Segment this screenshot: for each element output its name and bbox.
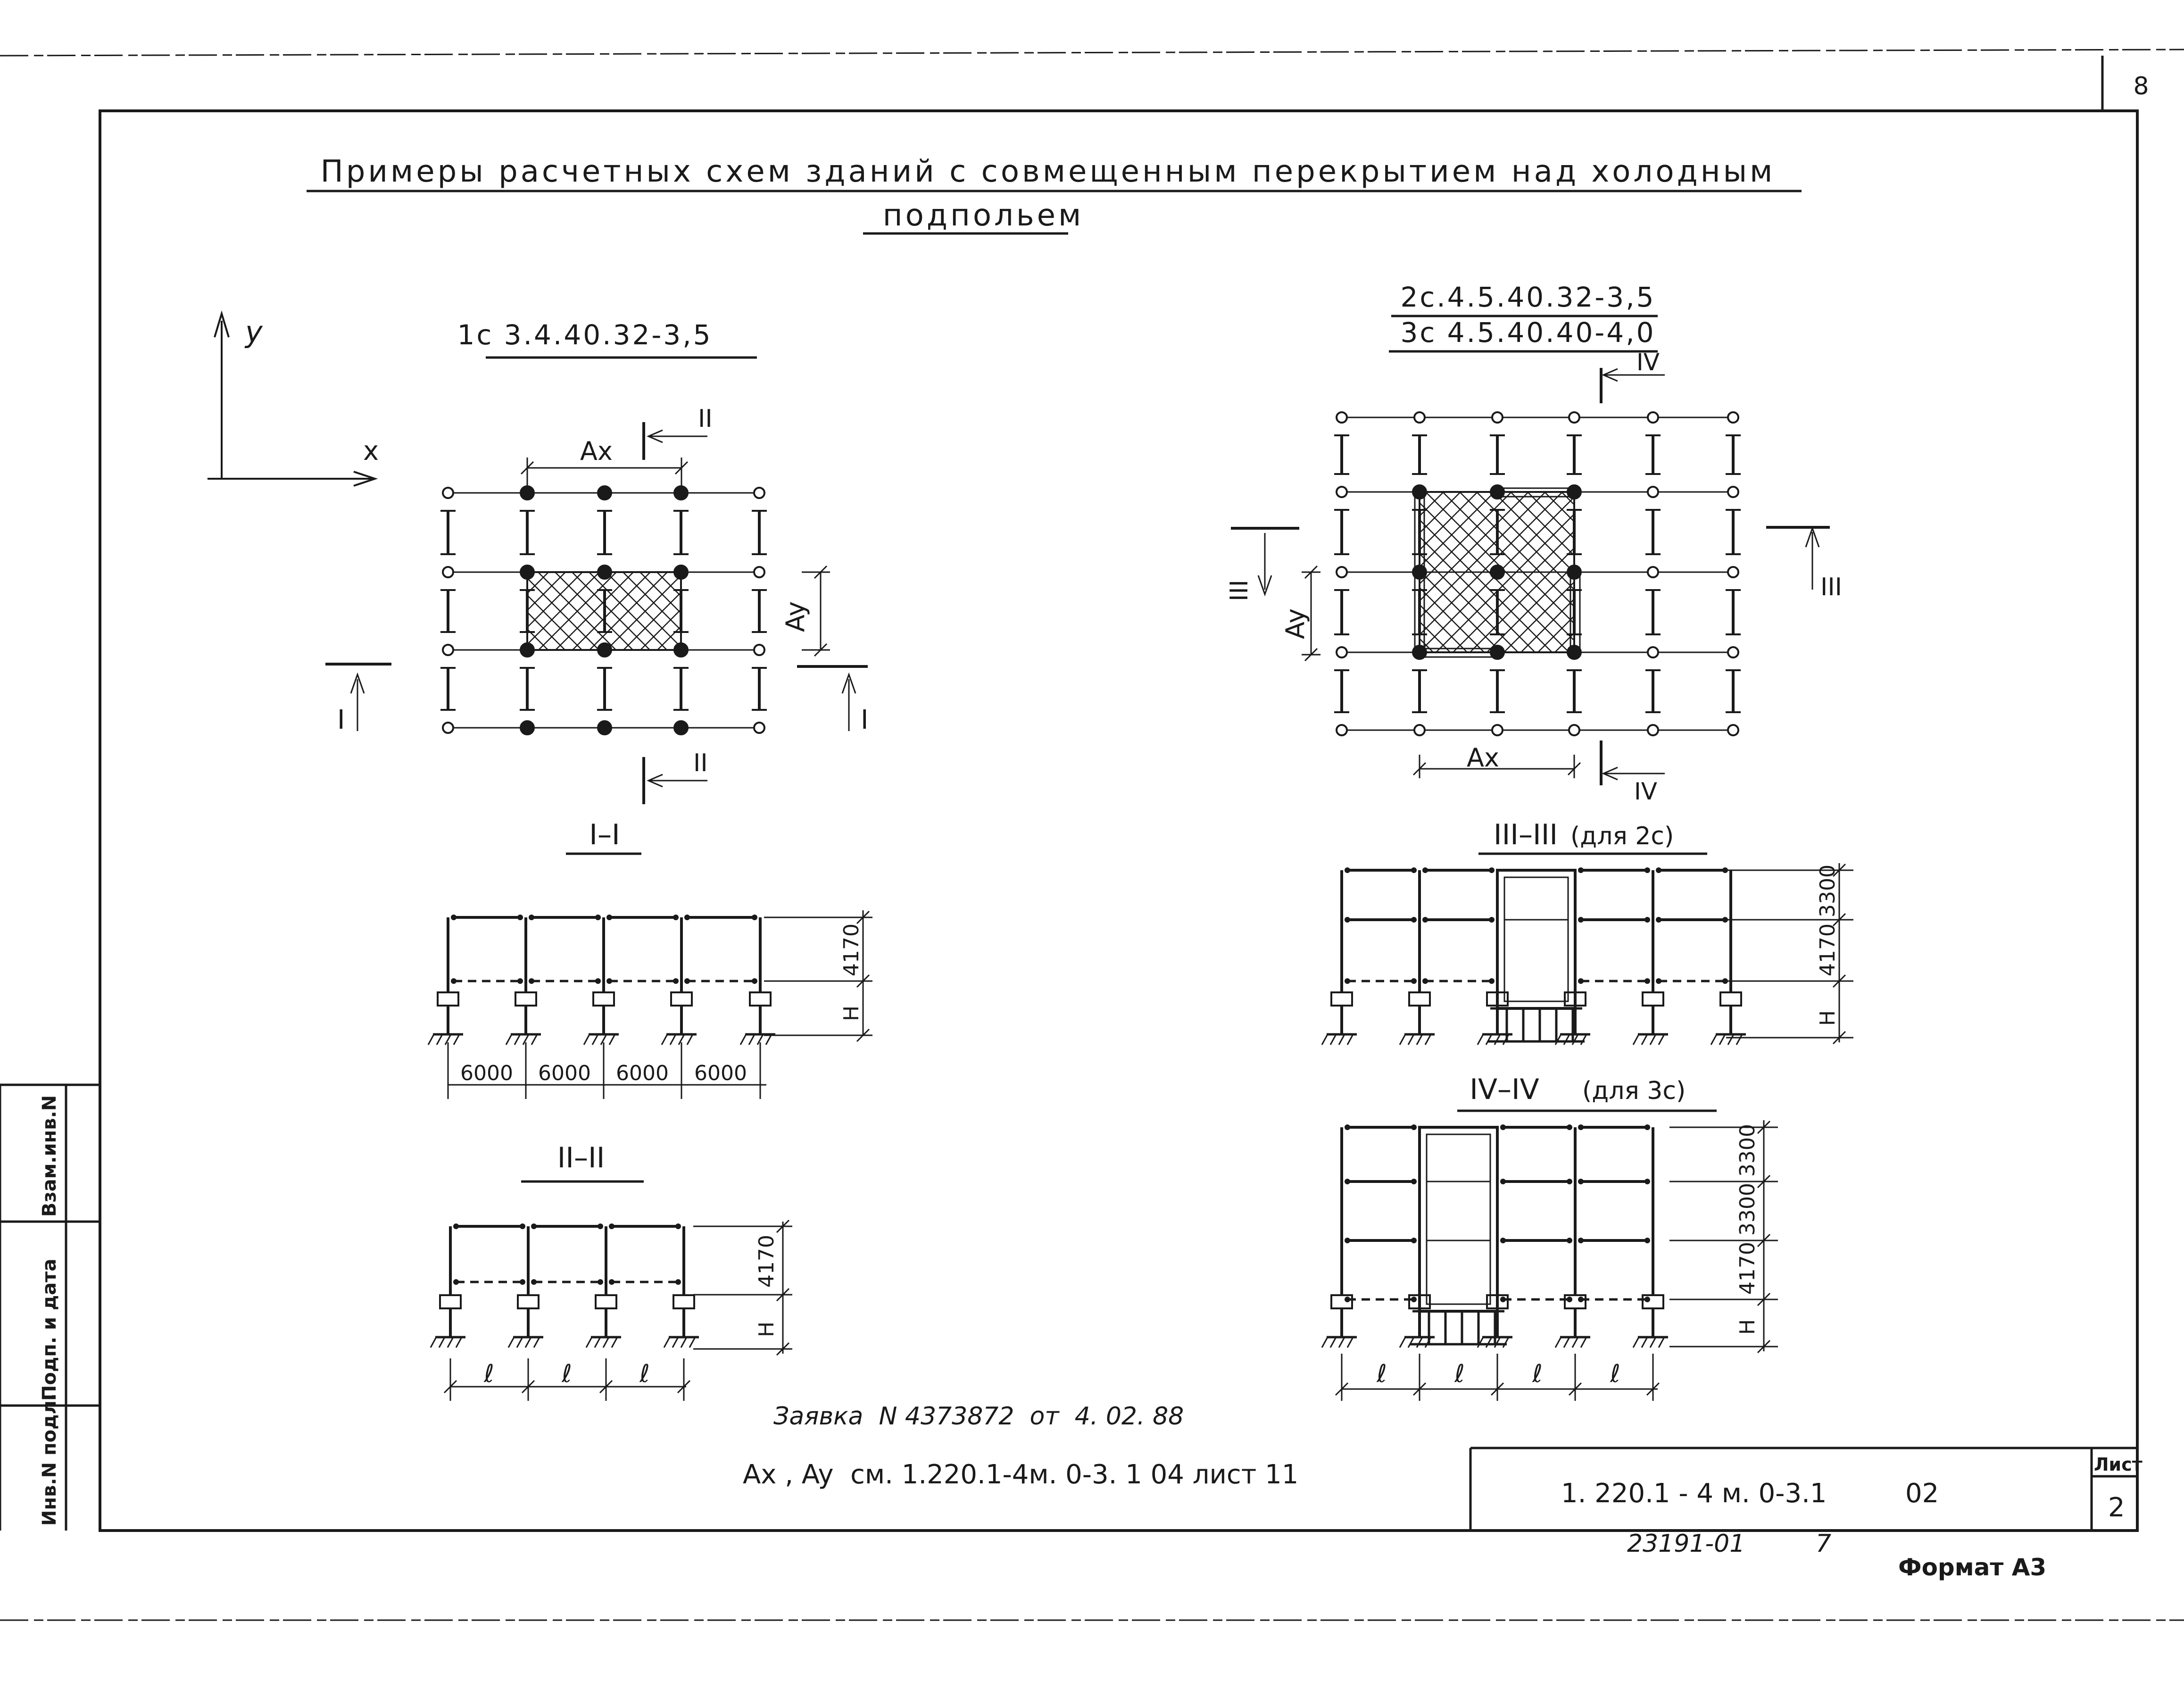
section-3-ground-hatch [1659,1034,1664,1045]
section-4-span-2: ℓ [1454,1360,1465,1388]
section-3-column-base [1331,992,1352,1006]
plan-right-node-free [1728,487,1738,497]
plan-right-node-free [1728,412,1738,423]
plan-right-node-free [1414,725,1425,735]
section-2-hinge [675,1279,681,1285]
section-2-column-base [673,1295,694,1308]
section-3-ground-hatch [1736,1034,1742,1045]
section-1-column-base [593,992,614,1006]
section-3-frame [1322,867,1746,1045]
section-4-ground-hatch [1503,1337,1509,1348]
section-4-hinge [1500,1297,1506,1302]
section-3-title: III–III [1493,818,1558,851]
section-3-ground-hatch [1478,1034,1483,1045]
section-4-ground-hatch [1555,1337,1561,1348]
section-1-hinge [673,915,679,920]
section-4-height-2: 3300 [1736,1183,1760,1236]
sheet-corner-number: 8 [2133,72,2149,100]
section-1-hinge [606,978,612,984]
plan-right-node-free [1337,487,1347,497]
section-4-ground-hatch [1400,1337,1405,1348]
plan-left-cut-mark-ii-top: II [698,405,713,433]
section-4-hinge [1567,1297,1572,1302]
section-4-note: (для 3с) [1582,1077,1686,1105]
plan-left-node-fixed [598,721,611,734]
section-4-hinge [1578,1297,1584,1302]
plan-right-node-free [1569,412,1579,423]
section-4-hinge [1567,1179,1572,1184]
side-stamp [39,1095,60,1526]
section-3-hinge [1411,978,1417,984]
section-3-ground-hatch [1425,1034,1431,1045]
plan-right-node-free [1337,647,1347,657]
section-3-ground-hatch [1408,1034,1414,1045]
plan-right-ay-label: Ay [1280,608,1310,639]
plan-left-cut-mark-ii-bottom: II [693,749,708,777]
section-1-hinge [517,915,523,920]
axis-y-label: y [245,315,263,349]
section-1-span-3: 6000 [616,1061,669,1085]
section-2-span-1: ℓ [484,1360,494,1388]
section-4-ground-hatch [1339,1337,1345,1348]
section-3-hinge [1578,867,1584,873]
section-4-ground-hatch [1581,1337,1586,1348]
stamp-doc-num: 02 [1905,1478,1939,1509]
axis-x-label: x [363,436,379,466]
section-2-ground-hatch [439,1337,445,1348]
section-1-hinge [684,978,690,984]
sheet-title [307,154,1802,233]
plan-left-node-fixed [674,643,688,657]
section-4-hinge [1578,1124,1584,1130]
section-3-ground-hatch [1642,1034,1647,1045]
plan-right-node-free [1337,412,1347,423]
stamp-sheet-num: 2 [2108,1492,2125,1523]
section-2-hinge [675,1223,681,1229]
section-1-h-label: H [839,1005,864,1021]
section-1-hinge [752,978,757,984]
section-4-ground-hatch [1408,1337,1414,1348]
section-2-span-3: ℓ [639,1360,650,1388]
section-2-span-2: ℓ [562,1360,572,1388]
section-1-hinge [529,915,534,920]
plan-left-node-fixed [521,566,534,579]
section-4-hinge [1644,1297,1650,1302]
section-4-hinge [1644,1124,1650,1130]
section-4-hinge [1500,1179,1506,1184]
section-3-ground-hatch [1581,1034,1586,1045]
title-line-1: Примеры расчетных схем зданий с совмещенным перекрытием над холодным [320,154,1776,189]
section-4-hinge [1578,1238,1584,1243]
request-note: Заявка N 4373872 от 4. 02. 88 [773,1402,1184,1431]
plan-left-node-fixed [674,566,688,579]
section-3-ground-hatch [1400,1034,1405,1045]
section-2-hinge [531,1279,537,1285]
section-2-ground-hatch [595,1337,600,1348]
section-2-height: 4170 [755,1235,779,1288]
stamp-doc-code: 1. 220.1 - 4 м. 0-3.1 [1561,1478,1827,1509]
plan-left-ax-label: Ax [580,436,613,466]
section-4-hinge [1578,1179,1584,1184]
section-1 [428,818,872,1099]
section-1-ground-hatch [515,1034,520,1045]
section-1-column-base [438,992,458,1006]
plan-right-node-free [1728,725,1738,735]
section-4-hinge [1644,1179,1650,1184]
plan-left-node-free [443,723,453,733]
plan-right-node-free [1648,487,1658,497]
plan-left-node-fixed [521,721,534,734]
section-3-ground-hatch [1495,1034,1500,1045]
section-1-hinge [517,978,523,984]
section-2-hinge [598,1223,603,1229]
plan-right-node-free [1648,725,1658,735]
section-3-column-base [1720,992,1741,1006]
plan-left-node-free [754,645,764,655]
section-3-hinge [1411,917,1417,923]
section-2-ground-hatch [534,1337,540,1348]
plan-right-node-free [1728,647,1738,657]
section-1-hinge [673,978,679,984]
section-1-hinge [595,915,601,920]
section-3-hinge [1422,867,1428,873]
section-4-ground-hatch [1564,1337,1569,1348]
section-4-hinge [1411,1179,1417,1184]
section-4-ground-hatch [1642,1337,1647,1348]
section-2-ground-hatch [664,1337,670,1348]
section-2-ground-hatch [612,1337,617,1348]
section-2-ground-hatch [603,1337,609,1348]
section-3-hinge [1644,867,1650,873]
section-4-span-4: ℓ [1610,1360,1620,1388]
section-4-ground-hatch [1572,1337,1578,1348]
plan-left-node-fixed [598,566,611,579]
section-2-hinge [520,1279,525,1285]
copy-number: 23191-01 [1627,1530,1745,1558]
section-3-hinge [1345,978,1350,984]
section-1-ground-hatch [687,1034,693,1045]
section-4-hinge [1345,1124,1350,1130]
section-4-span-3: ℓ [1532,1360,1543,1388]
section-4-hinge [1500,1124,1506,1130]
plan-right-cut-mark-iii-right: III [1820,573,1843,601]
plan-left-node-free [754,723,764,733]
side-stamp-sign-date: Подп. и дата [39,1258,60,1401]
section-1-ground-hatch [531,1034,537,1045]
section-4-ground-hatch [1650,1337,1656,1348]
section-2-ground-hatch [517,1337,523,1348]
section-3-ground-hatch [1347,1034,1353,1045]
section-1-column-base [671,992,692,1006]
plan-right-node-free [1728,567,1738,577]
section-2-ground-hatch [456,1337,462,1348]
section-4-ground-hatch [1330,1337,1336,1348]
section-3-core-outer [1497,870,1575,1008]
plan-right-node-free [1414,412,1425,423]
section-2-title: II–II [557,1141,605,1174]
section-2-frame [431,1223,699,1348]
plan-left-node-free [754,488,764,498]
section-4-title: IV–IV [1470,1073,1539,1106]
section-2-ground-hatch [431,1337,436,1348]
section-3-hinge [1489,867,1495,873]
section-1-hinge [529,978,534,984]
section-1-span-2: 6000 [538,1061,591,1085]
section-3-hinge [1644,917,1650,923]
plan-left [325,319,869,804]
section-4-ground-hatch [1347,1337,1353,1348]
plan-right-code-2: 3с 4.5.40.40-4,0 [1400,316,1656,349]
section-3-hinge [1656,867,1661,873]
section-2-ground-hatch [448,1337,453,1348]
plan-right-node-free [1569,725,1579,735]
section-3-hinge [1345,867,1350,873]
section-4-hinge [1567,1124,1572,1130]
plan-right-node-fixed [1568,646,1581,659]
plan-right-node-free [1648,412,1658,423]
plan-left-cut-mark-i-right: I [861,705,869,735]
section-1-ground-hatch [506,1034,512,1045]
section-1-ground-hatch [609,1034,615,1045]
section-3-hinge [1489,917,1495,923]
title-line-2: подпольем [882,198,1084,233]
section-4-h-label: H [1736,1319,1760,1335]
section-1-ground-hatch [670,1034,676,1045]
section-2-h-label: H [755,1321,779,1337]
section-1-ground-hatch [749,1034,755,1045]
section-4 [1322,1073,1778,1401]
section-1-ground-hatch [584,1034,590,1045]
plan-right-node-free [1648,647,1658,657]
section-4-hinge [1411,1238,1417,1243]
section-1-span-1: 6000 [460,1061,513,1085]
section-1-title: I–I [589,818,620,851]
section-2-column-base [440,1295,461,1308]
section-3-hinge [1656,917,1661,923]
section-1-hinge [606,915,612,920]
plan-right-code-1: 2с.4.5.40.32-3,5 [1400,281,1656,313]
side-stamp-inv-replace: Взам.инв.N [39,1095,60,1217]
plan-left-node-fixed [598,643,611,657]
section-4-core-inner [1427,1134,1490,1304]
section-3-hinge [1656,978,1661,984]
section-4-core-outer [1420,1127,1497,1311]
section-2-ground-hatch [525,1337,531,1348]
coordinate-axes [208,314,379,486]
section-4-hinge [1345,1238,1350,1243]
plan-left-node-fixed [521,643,534,657]
plan-left-node-fixed [674,721,688,734]
section-1-ground-hatch [437,1034,442,1045]
section-4-ground-hatch [1659,1337,1664,1348]
section-2-column-base [518,1295,539,1308]
section-4-hinge [1644,1238,1650,1243]
section-1-height: 4170 [839,924,864,976]
section-4-hinge [1500,1238,1506,1243]
section-2-ground-hatch [586,1337,592,1348]
section-4-span-1: ℓ [1377,1360,1387,1388]
section-3 [1322,818,1853,1045]
section-3-ground-hatch [1633,1034,1639,1045]
section-3-hinge [1578,917,1584,923]
plan-right-node-fixed [1568,566,1581,579]
section-3-hinge [1411,867,1417,873]
section-3-ground-hatch [1339,1034,1345,1045]
plan-left-node-free [443,567,453,577]
section-3-ground-hatch [1728,1034,1734,1045]
copy-index: 7 [1816,1530,1832,1558]
section-1-frame [428,915,775,1045]
section-1-ground-hatch [592,1034,598,1045]
section-3-height-1: 3300 [1816,865,1840,917]
section-1-ground-hatch [454,1034,459,1045]
section-3-hinge [1578,978,1584,984]
section-1-ground-hatch [740,1034,746,1045]
section-1-span-4: 6000 [694,1061,747,1085]
section-4-ground-hatch [1633,1337,1639,1348]
section-3-hinge [1422,917,1428,923]
section-2-hinge [609,1279,615,1285]
section-2-hinge [598,1279,603,1285]
plan-right-cut-mark-iv-top: IV [1636,349,1660,376]
section-2 [431,1141,792,1401]
section-4-hinge [1411,1124,1417,1130]
section-3-hinge [1644,978,1650,984]
plan-right-node-free [1337,567,1347,577]
section-3-ground-hatch [1417,1034,1422,1045]
section-1-ground-hatch [662,1034,667,1045]
section-3-ground-hatch [1322,1034,1328,1045]
section-2-ground-hatch [673,1337,678,1348]
section-2-hinge [453,1279,459,1285]
section-3-note: (для 2с) [1570,822,1674,850]
section-4-ground-hatch [1322,1337,1328,1348]
plan-left-node-fixed [598,486,611,499]
section-1-column-base [515,992,536,1006]
section-1-hinge [595,978,601,984]
section-4-hinge [1345,1297,1350,1302]
scan-edges [0,50,2184,1620]
stamp-sheet-label: Лист [2094,1454,2142,1475]
section-1-hinge [451,978,457,984]
section-2-hinge [520,1223,525,1229]
plan-left-node-free [443,488,453,498]
plan-right-cut-mark-iii-left: III [1225,579,1254,601]
section-3-core-inner [1504,877,1568,1001]
section-2-ground-hatch [689,1337,695,1348]
section-3-column-base [1409,992,1430,1006]
section-4-height-1: 3300 [1736,1124,1760,1177]
section-1-column-base [750,992,771,1006]
section-1-ground-hatch [428,1034,434,1045]
reference-note: Ax , Ay см. 1.220.1-4м. 0-3. 1 04 лист 11 [743,1459,1299,1490]
side-stamp-inv-orig: Инв.N подл. [39,1393,60,1526]
section-1-hinge [451,915,457,920]
plan-left-node-free [443,645,453,655]
plan-right-node-free [1492,412,1503,423]
plan-left-grid [440,486,767,734]
section-3-hinge [1345,917,1350,923]
plan-right-node-fixed [1491,566,1504,579]
section-4-ground-hatch [1486,1337,1492,1348]
format-label: Формат А3 [1898,1554,2047,1581]
section-3-ground-hatch [1564,1034,1569,1045]
section-3-ground-hatch [1330,1034,1336,1045]
plan-left-code: 1с 3.4.40.32-3,5 [457,319,713,351]
section-4-hinge [1345,1179,1350,1184]
section-3-ground-hatch [1486,1034,1492,1045]
section-4-height-3: 4170 [1736,1242,1760,1295]
sheet-frame [0,56,2137,1531]
section-3-ground-hatch [1650,1034,1656,1045]
section-3-ground-hatch [1711,1034,1717,1045]
section-1-hinge [752,915,757,920]
plan-right-ax-label: Ax [1467,743,1499,773]
plan-right-node-free [1492,725,1503,735]
section-4-hinge [1411,1297,1417,1302]
section-4-frame [1322,1124,1668,1348]
section-3-ground-hatch [1719,1034,1725,1045]
plan-right-cut-mark-iv-bottom: IV [1634,778,1657,805]
section-2-hinge [531,1223,537,1229]
plan-left-cut-mark-i-left: I [337,705,345,735]
section-3-hinge [1489,978,1495,984]
section-2-column-base [596,1295,616,1308]
plan-right [1225,281,1842,805]
section-4-hinge [1567,1238,1572,1243]
section-3-hinge [1422,978,1428,984]
section-3-h-label: H [1816,1010,1840,1026]
section-2-hinge [609,1223,615,1229]
section-2-ground-hatch [508,1337,514,1348]
section-2-hinge [453,1223,459,1229]
section-3-column-base [1643,992,1663,1006]
section-3-height-2: 4170 [1816,924,1840,976]
section-2-ground-hatch [681,1337,687,1348]
plan-left-ay-label: Ay [781,601,810,632]
plan-left-node-free [754,567,764,577]
section-4-ground-hatch [1417,1337,1422,1348]
plan-right-node-free [1648,567,1658,577]
section-1-hinge [684,915,690,920]
plan-right-node-free [1337,725,1347,735]
